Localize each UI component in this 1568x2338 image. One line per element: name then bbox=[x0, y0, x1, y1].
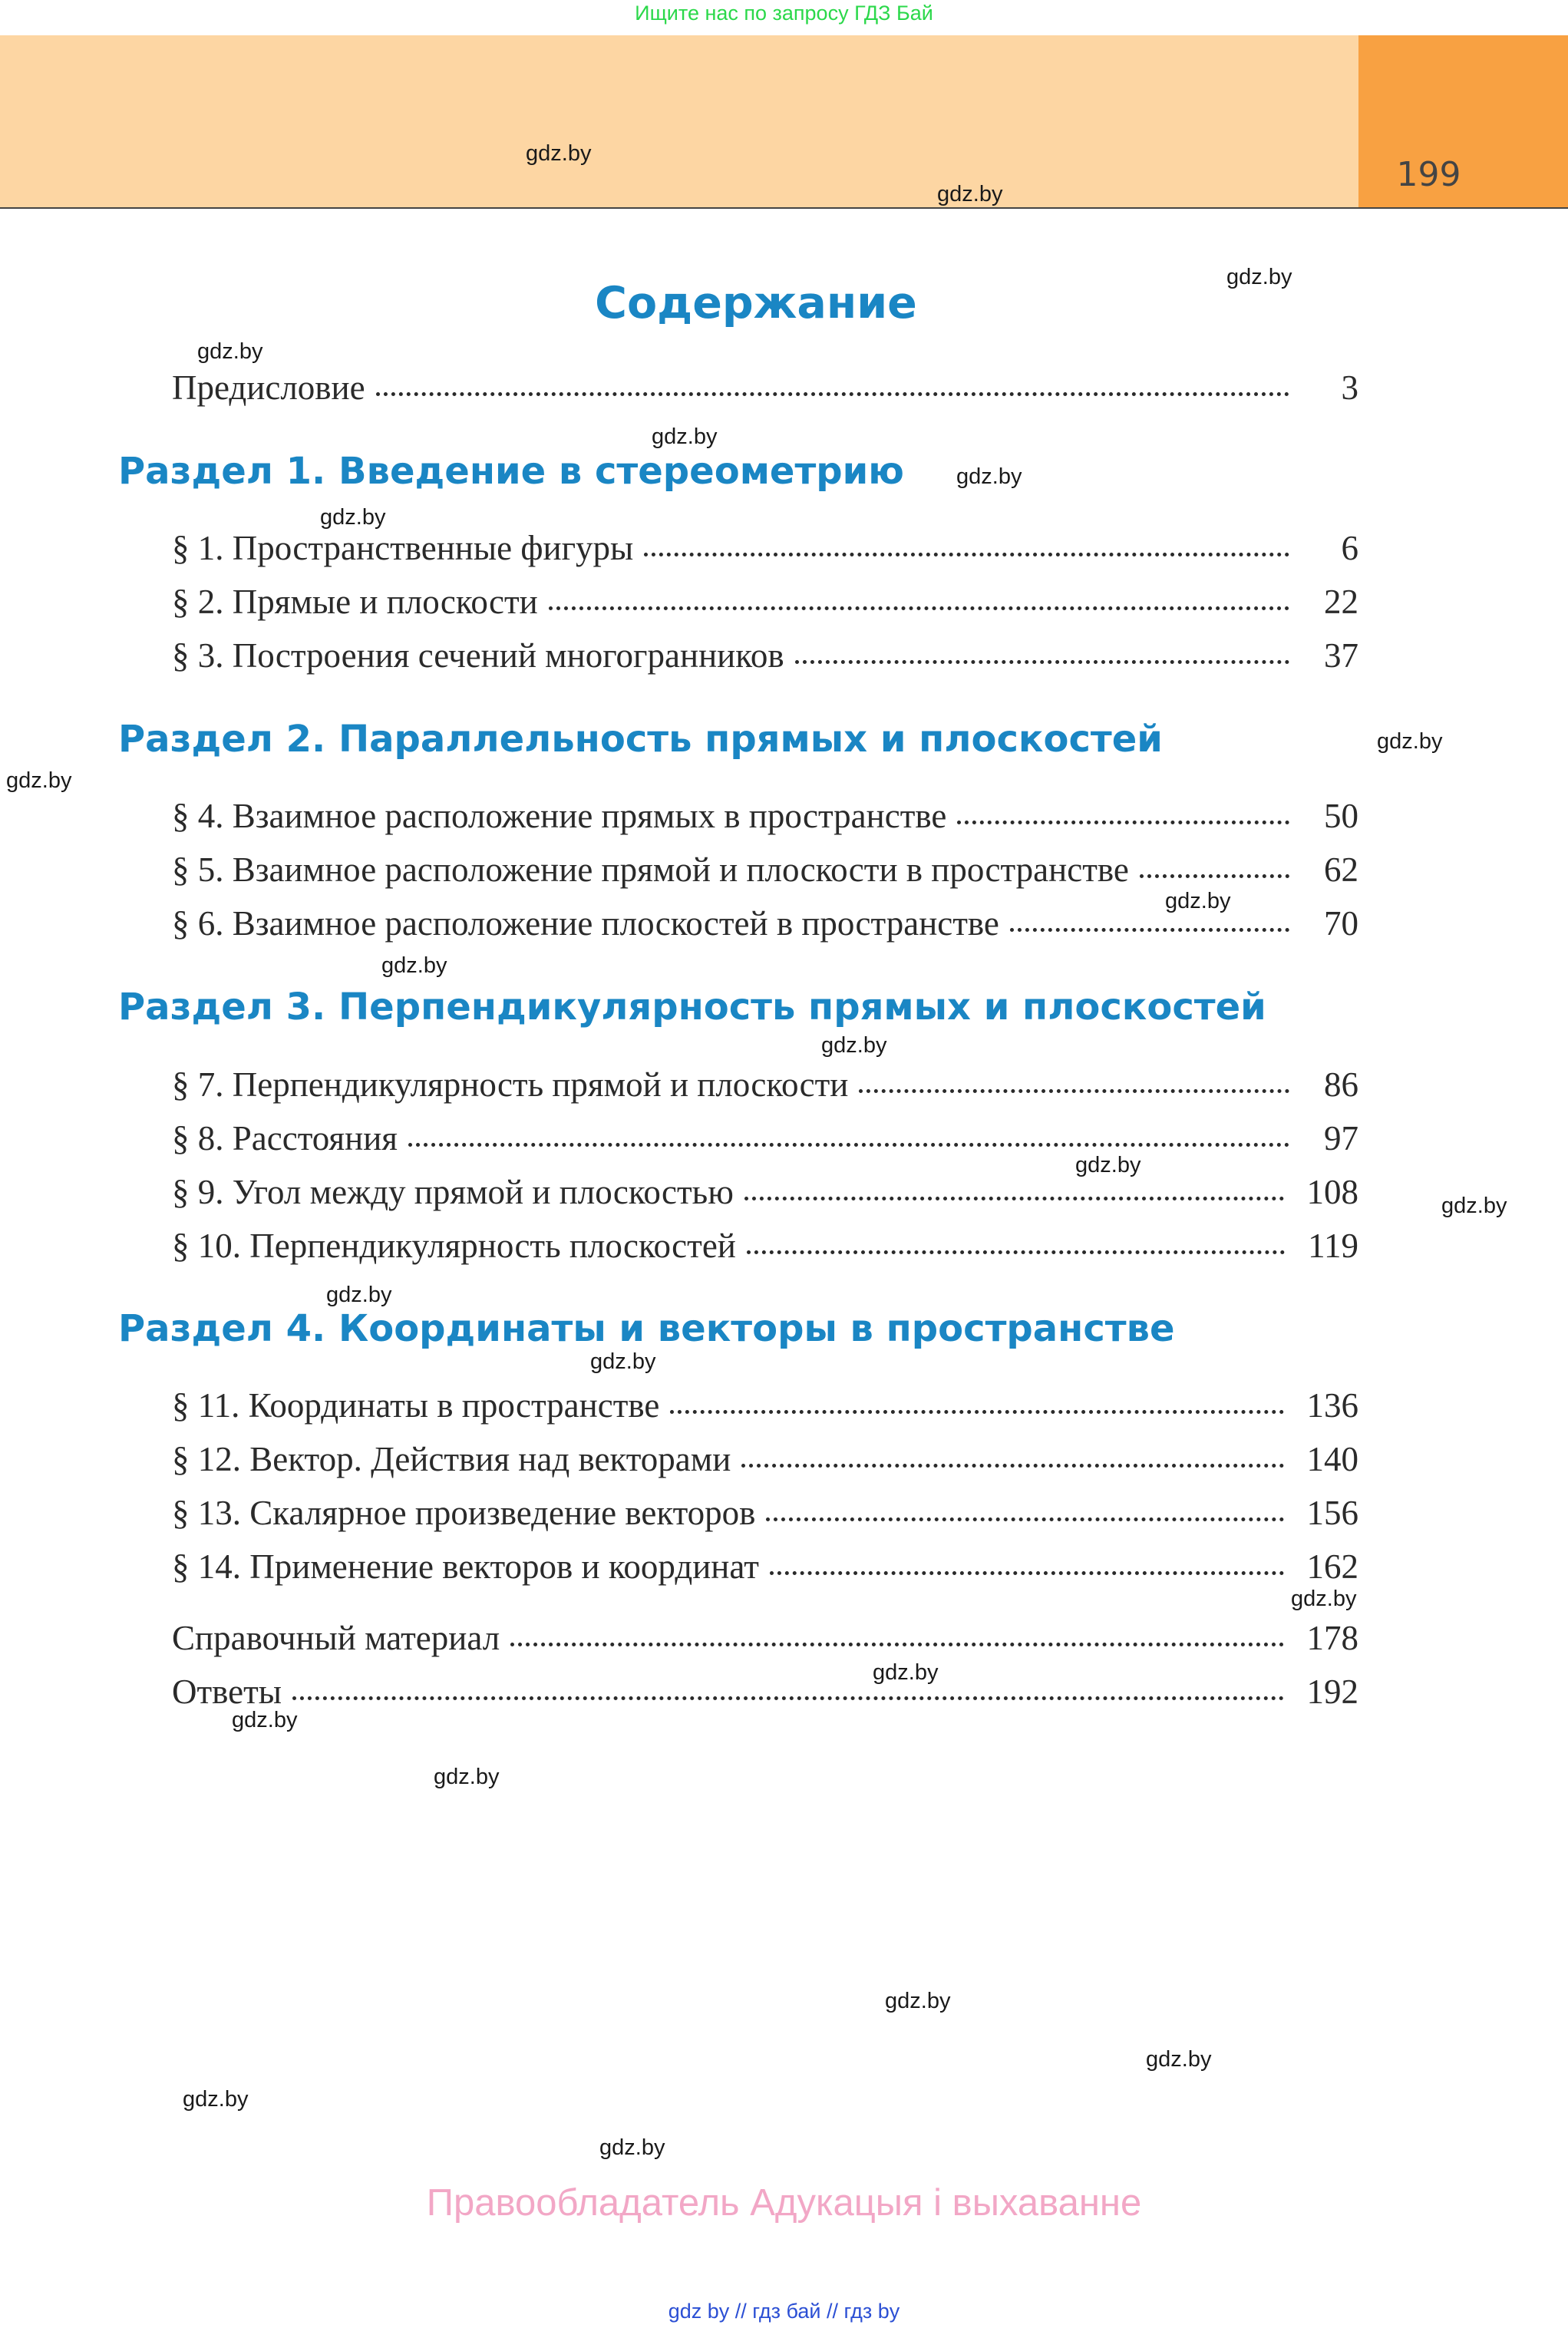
toc-entry-title: § 1. Пространственные фигуры bbox=[172, 529, 634, 567]
dot-leader bbox=[766, 1517, 1283, 1521]
watermark: gdz.by bbox=[1226, 265, 1292, 289]
section-heading-4: Раздел 4. Координаты и векторы в пространстве bbox=[118, 1307, 1175, 1350]
dot-leader bbox=[859, 1089, 1289, 1093]
toc-entry-title: § 4. Взаимное расположение прямых в пространстве bbox=[172, 797, 947, 835]
toc-entry[interactable] bbox=[172, 794, 1358, 837]
dot-leader bbox=[292, 1696, 1283, 1700]
watermark: gdz.by bbox=[956, 464, 1022, 489]
watermark: gdz.by bbox=[1377, 729, 1443, 754]
watermark: gdz.by bbox=[320, 505, 386, 530]
dot-leader bbox=[795, 660, 1289, 664]
watermark: gdz.by bbox=[526, 141, 592, 166]
toc-entry[interactable] bbox=[172, 1117, 1358, 1160]
toc-entry-title: § 3. Построения сечений многогранников bbox=[172, 636, 784, 675]
toc-entry-preface[interactable] bbox=[172, 366, 1358, 409]
toc-entry-title: § 11. Координаты в пространстве bbox=[172, 1386, 660, 1425]
toc-entry-page: 178 bbox=[1306, 1619, 1358, 1657]
toc-entry[interactable] bbox=[172, 1384, 1358, 1427]
toc-entry-title: Предисловие bbox=[172, 368, 365, 407]
dot-leader bbox=[1140, 874, 1289, 878]
toc-entry-page: 136 bbox=[1306, 1386, 1358, 1425]
toc-entry-page: 22 bbox=[1324, 583, 1358, 621]
toc-entry-title: § 8. Расстояния bbox=[172, 1119, 398, 1157]
watermark: gdz.by bbox=[1441, 1194, 1507, 1218]
dot-leader bbox=[744, 1197, 1284, 1200]
dot-leader bbox=[957, 821, 1289, 824]
toc-entry[interactable] bbox=[172, 527, 1358, 570]
toc-entry-page: 108 bbox=[1306, 1173, 1358, 1211]
toc-entry-title: § 2. Прямые и плоскости bbox=[172, 583, 538, 621]
section-heading-3: Раздел 3. Перпендикулярность прямых и плоскостей bbox=[118, 986, 1266, 1029]
toc-entry-title: § 13. Скалярное произведение векторов bbox=[172, 1494, 756, 1532]
toc-entry-page: 70 bbox=[1324, 904, 1358, 943]
dot-leader bbox=[747, 1250, 1285, 1254]
toc-entry-title: § 7. Перпендикулярность прямой и плоскости bbox=[172, 1065, 849, 1104]
watermark: gdz.by bbox=[381, 953, 447, 978]
watermark: gdz.by bbox=[434, 1765, 500, 1789]
toc-entry-page: 50 bbox=[1324, 797, 1358, 835]
watermark: gdz.by bbox=[590, 1349, 656, 1374]
toc-entry[interactable] bbox=[172, 1491, 1358, 1534]
dot-leader bbox=[376, 392, 1289, 396]
toc-entry-page: 6 bbox=[1341, 529, 1358, 567]
toc-entry-answers[interactable] bbox=[172, 1670, 1358, 1713]
top-notice-banner[interactable]: Ищите нас по запросу ГДЗ Бай bbox=[635, 2, 933, 25]
watermark: gdz.by bbox=[885, 1989, 951, 2013]
toc-entry-page: 86 bbox=[1324, 1065, 1358, 1104]
toc-entry-page: 97 bbox=[1324, 1119, 1358, 1157]
footer-links[interactable]: gdz by // гдз бай // гдз by bbox=[668, 2300, 900, 2323]
toc-entry-title: § 14. Применение векторов и координат bbox=[172, 1547, 759, 1586]
toc-entry[interactable] bbox=[172, 634, 1358, 677]
watermark: gdz.by bbox=[6, 768, 72, 793]
toc-entry-title: Справочный материал bbox=[172, 1619, 500, 1657]
dot-leader bbox=[408, 1143, 1289, 1147]
toc-entry-title: § 6. Взаимное расположение плоскостей в пространстве bbox=[172, 904, 999, 943]
dot-leader bbox=[1010, 928, 1289, 932]
watermark: gdz.by bbox=[599, 2135, 665, 2160]
toc-entry[interactable] bbox=[172, 1063, 1358, 1106]
toc-entry[interactable] bbox=[172, 580, 1358, 623]
watermark: gdz.by bbox=[183, 2087, 249, 2112]
page-number: 199 bbox=[1396, 155, 1461, 194]
section-heading-2: Раздел 2. Параллельность прямых и плоскостей bbox=[118, 718, 1163, 761]
toc-entry-reference[interactable] bbox=[172, 1616, 1358, 1659]
copyright-notice: Правообладатель Адукацыя і выхаванне bbox=[426, 2182, 1142, 2224]
watermark: gdz.by bbox=[326, 1283, 392, 1307]
toc-entry-page: 162 bbox=[1306, 1547, 1358, 1586]
toc-entry-page: 140 bbox=[1306, 1440, 1358, 1478]
toc-entry-title: § 5. Взаимное расположение прямой и плоскости в пространстве bbox=[172, 850, 1129, 889]
dot-leader bbox=[549, 606, 1289, 610]
watermark: gdz.by bbox=[1291, 1587, 1357, 1611]
watermark: gdz.by bbox=[873, 1660, 939, 1685]
toc-entry[interactable] bbox=[172, 1171, 1358, 1214]
watermark: gdz.by bbox=[197, 339, 263, 364]
watermark: gdz.by bbox=[937, 182, 1003, 206]
dot-leader bbox=[770, 1571, 1284, 1575]
toc-entry-title: Ответы bbox=[172, 1673, 282, 1711]
watermark: gdz.by bbox=[1146, 2047, 1212, 2072]
dot-leader bbox=[510, 1643, 1283, 1646]
section-heading-1: Раздел 1. Введение в стереометрию bbox=[118, 450, 904, 493]
toc-entry-page: 37 bbox=[1324, 636, 1358, 675]
dot-leader bbox=[741, 1464, 1283, 1468]
toc-entry[interactable] bbox=[172, 1438, 1358, 1481]
toc-entry-title: § 9. Угол между прямой и плоскостью bbox=[172, 1173, 734, 1211]
toc-entry-title: § 10. Перпендикулярность плоскостей bbox=[172, 1227, 736, 1265]
watermark: gdz.by bbox=[821, 1033, 887, 1058]
dot-leader bbox=[644, 553, 1289, 556]
toc-entry-page: 119 bbox=[1308, 1227, 1358, 1265]
watermark: gdz.by bbox=[1075, 1153, 1141, 1177]
watermark: gdz.by bbox=[652, 424, 718, 449]
page-title: Содержание bbox=[595, 278, 917, 329]
toc-entry-page: 156 bbox=[1306, 1494, 1358, 1532]
toc-entry-page: 192 bbox=[1306, 1673, 1358, 1711]
toc-entry-page: 3 bbox=[1341, 368, 1358, 407]
watermark: gdz.by bbox=[1165, 889, 1231, 913]
toc-entry[interactable] bbox=[172, 848, 1358, 891]
watermark: gdz.by bbox=[232, 1708, 298, 1732]
toc-entry-title: § 12. Вектор. Действия над векторами bbox=[172, 1440, 731, 1478]
toc-entry[interactable] bbox=[172, 1224, 1358, 1267]
header-band bbox=[0, 35, 1358, 209]
toc-entry-page: 62 bbox=[1324, 850, 1358, 889]
toc-entry[interactable] bbox=[172, 1545, 1358, 1588]
dot-leader bbox=[670, 1410, 1283, 1414]
